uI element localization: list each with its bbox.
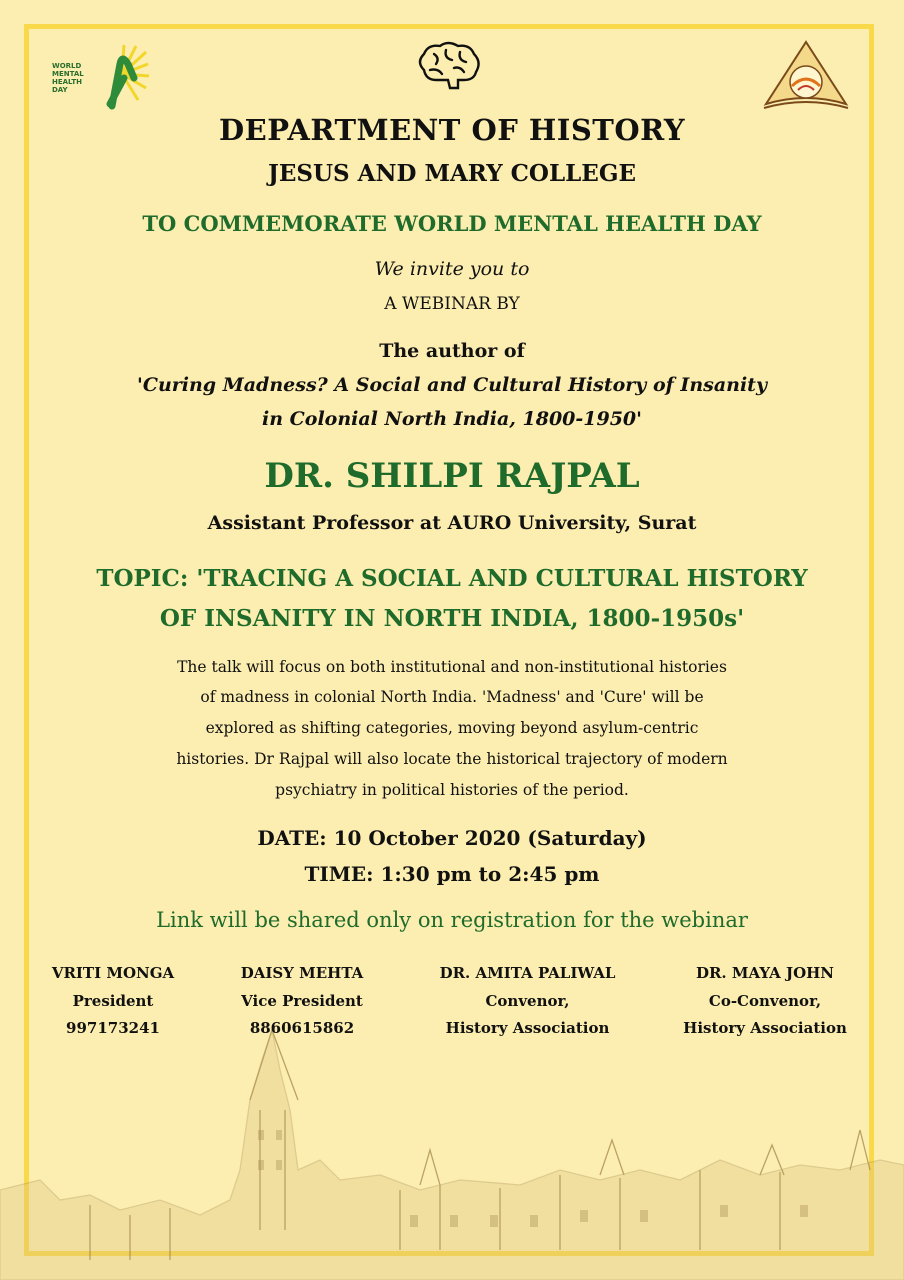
logo-text-health: HEALTH bbox=[52, 78, 82, 86]
organizer-block bbox=[38, 960, 188, 1043]
organizer-affiliation: History Association bbox=[683, 1019, 847, 1037]
topic-line-2: OF INSANITY IN NORTH INDIA, 1800-1950s' bbox=[159, 605, 745, 632]
organizer-phone: 8860615862 bbox=[249, 1019, 355, 1037]
logo-text-day: DAY bbox=[52, 86, 68, 94]
organizer-name: VRITI MONGA bbox=[51, 964, 175, 982]
department-title: DEPARTMENT OF HISTORY bbox=[218, 113, 686, 147]
organizer-name: DR. MAYA JOHN bbox=[695, 964, 835, 982]
description-line: of madness in colonial North India. 'Madness' and 'Cure' will be bbox=[200, 688, 704, 706]
author-of-line: The author of bbox=[379, 340, 525, 362]
book-title-line-2: in Colonial North India, 1800-1950' bbox=[262, 408, 642, 430]
description-line: psychiatry in political histories of the period. bbox=[275, 781, 629, 799]
organizer-block bbox=[222, 960, 382, 1043]
college-emblem-icon bbox=[762, 38, 850, 114]
organizer-block bbox=[665, 960, 865, 1043]
organizer-role: Co-Convenor, bbox=[708, 991, 822, 1010]
mental-health-ribbon-icon bbox=[88, 44, 150, 110]
description-line: The talk will focus on both institutional and non-institutional histories bbox=[177, 658, 727, 676]
registration-note: Link will be shared only on registration for the webinar bbox=[156, 908, 748, 932]
organizer-role: Vice President bbox=[241, 991, 363, 1010]
topic-line-1: TOPIC: 'TRACING A SOCIAL AND CULTURAL HISTORY bbox=[96, 565, 808, 592]
event-date: DATE: 10 October 2020 (Saturday) bbox=[257, 826, 647, 850]
description-line: histories. Dr Rajpal will also locate the historical trajectory of modern bbox=[176, 750, 728, 768]
organizer-name: DAISY MEHTA bbox=[240, 964, 364, 982]
speaker-name: DR. SHILPI RAJPAL bbox=[264, 456, 640, 496]
logo-text-mental: MENTAL bbox=[52, 70, 84, 78]
description-line: explored as shifting categories, moving beyond asylum-centric bbox=[205, 719, 699, 737]
organizer-affiliation: History Association bbox=[445, 1019, 610, 1037]
event-time: TIME: 1:30 pm to 2:45 pm bbox=[304, 862, 600, 886]
invite-line: We invite you to bbox=[374, 258, 530, 280]
speaker-designation: Assistant Professor at AURO University, Surat bbox=[207, 512, 697, 534]
organizer-name: DR. AMITA PALIWAL bbox=[439, 964, 616, 982]
logo-text-world: WORLD bbox=[52, 62, 82, 70]
brain-icon bbox=[414, 40, 484, 92]
organizer-phone: 997173241 bbox=[66, 1019, 160, 1037]
college-name: JESUS AND MARY COLLEGE bbox=[267, 160, 637, 187]
organizer-block bbox=[420, 960, 635, 1043]
organizer-role: Convenor, bbox=[485, 991, 570, 1010]
book-title-line-1: 'Curing Madness? A Social and Cultural History of Insanity bbox=[137, 374, 767, 396]
world-mental-health-day-logo bbox=[52, 44, 152, 114]
organizer-role: President bbox=[72, 991, 154, 1010]
webinar-by-line: A WEBINAR BY bbox=[384, 294, 520, 314]
occasion-heading: TO COMMEMORATE WORLD MENTAL HEALTH DAY bbox=[142, 211, 762, 236]
